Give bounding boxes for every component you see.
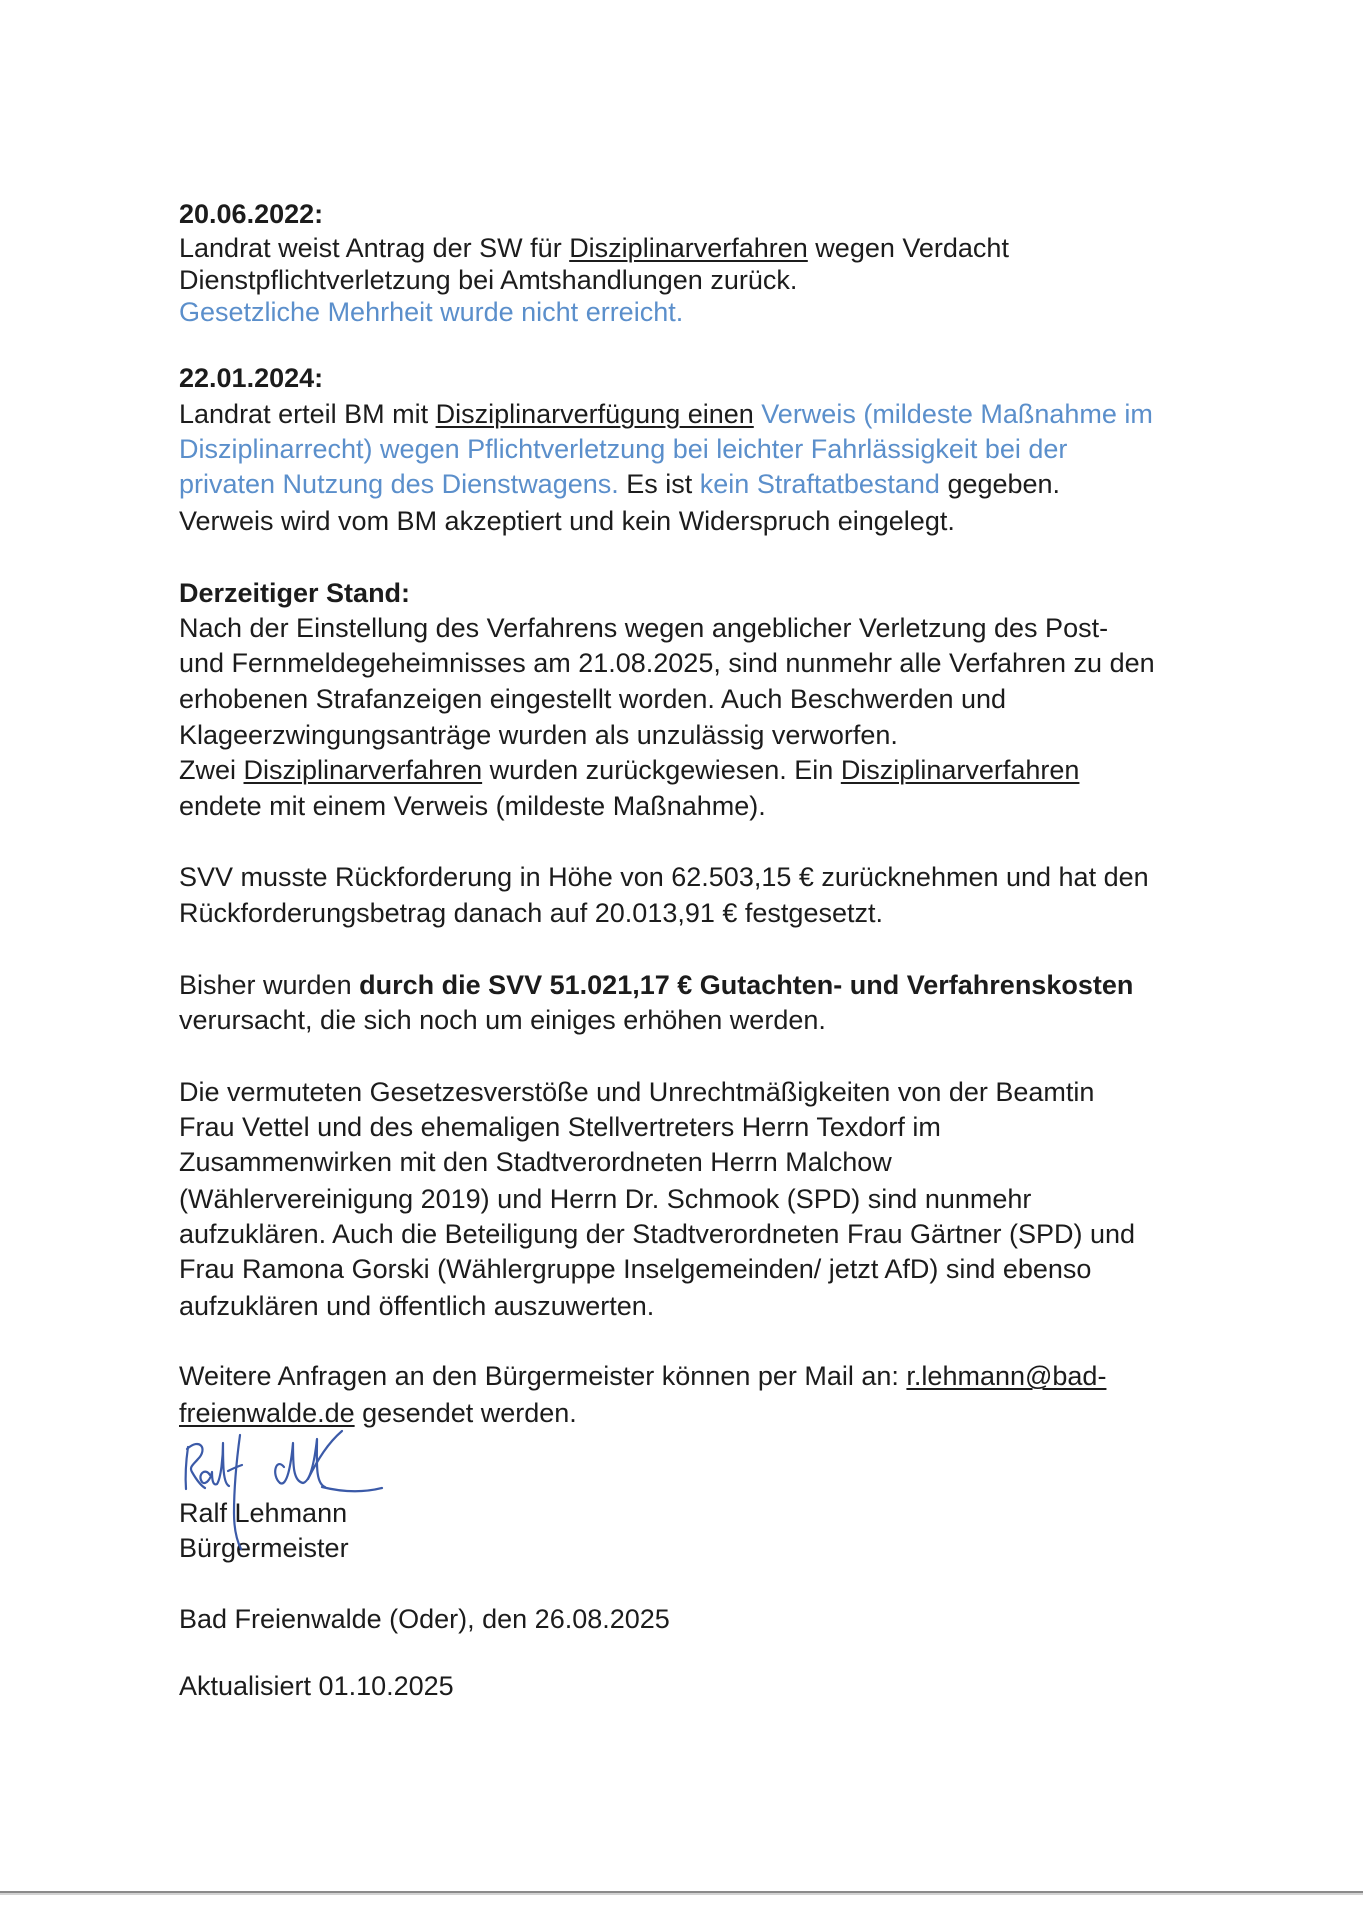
- highlighted-text: kein Straftatbestand: [699, 469, 940, 499]
- status-line-2: und Fernmeldegeheimnisses am 21.08.2025, sind nunmehr alle Verfahren zu den: [179, 648, 1155, 678]
- investigation-line-4: (Wählervereinigung 2019) und Herrn Dr. Schmook (SPD) sind nunmehr: [179, 1184, 1032, 1214]
- place-and-date: Bad Freienwalde (Oder), den 26.08.2025: [179, 1604, 670, 1634]
- status-heading: Derzeitiger Stand:: [179, 578, 411, 608]
- text-segment: Landrat erteil BM mit: [179, 399, 436, 429]
- bold-text: durch die SVV 51.021,17 € Gutachten- und Verfahrenskosten: [359, 970, 1134, 1000]
- entry-2024-line-1: [179, 398, 1153, 430]
- entry-2022-note: Gesetzliche Mehrheit wurde nicht erreicht.: [179, 297, 684, 327]
- text-segment: wegen Verdacht: [807, 233, 1009, 263]
- entry-2024-line-2: Disziplinarrecht) wegen Pflichtverletzung bei leichter Fahrlässigkeit bei der: [179, 434, 1068, 464]
- entry-2022-date: 20.06.2022:: [179, 199, 324, 229]
- text-segment: Landrat weist Antrag der SW für: [179, 233, 570, 263]
- investigation-line-3: Zusammenwirken mit den Stadtverordneten Herrn Malchow: [179, 1147, 892, 1177]
- signatory-title: Bürgermeister: [179, 1533, 349, 1563]
- text-segment: Bisher wurden: [179, 970, 360, 1000]
- text-segment: gegeben.: [939, 469, 1061, 499]
- underlined-term: Disziplinarverfahren: [243, 755, 483, 785]
- entry-2024-date: 22.01.2024:: [179, 363, 324, 393]
- repayment-line-1: SVV musste Rückforderung in Höhe von 62.503,15 € zurücknehmen und hat den: [179, 862, 1149, 892]
- highlighted-text: Verweis (mildeste Maßnahme im: [753, 399, 1153, 429]
- entry-2022-line-1: [179, 232, 1009, 264]
- signatory-name: Ralf Lehmann: [179, 1498, 348, 1528]
- costs-line-2: verursacht, die sich noch um einiges erhöhen werden.: [179, 1005, 826, 1035]
- entry-2024-line-4: Verweis wird vom BM akzeptiert und kein Widerspruch eingelegt.: [179, 506, 955, 536]
- text-segment: gesendet werden.: [354, 1398, 577, 1428]
- investigation-line-6: Frau Ramona Gorski (Wählergruppe Inselgemeinden/ jetzt AfD) sind ebenso: [179, 1254, 1092, 1284]
- entry-2022-line-2: Dienstpflichtverletzung bei Amtshandlungen zurück.: [179, 265, 798, 295]
- investigation-line-2: Frau Vettel und des ehemaligen Stellvertreters Herrn Texdorf im: [179, 1112, 941, 1142]
- underlined-term: Disziplinarverfügung einen: [435, 399, 754, 429]
- text-segment: Es ist: [618, 469, 700, 499]
- underlined-term: Disziplinarverfahren: [840, 755, 1080, 785]
- text-segment: Zwei: [179, 755, 244, 785]
- costs-line-1: [179, 969, 1133, 1001]
- status-line-6: endete mit einem Verweis (mildeste Maßnahme).: [179, 791, 766, 821]
- text-segment: Weitere Anfragen an den Bürgermeister können per Mail an:: [179, 1361, 907, 1391]
- status-line-3: erhobenen Strafanzeigen eingestellt worden. Auch Beschwerden und: [179, 684, 1007, 714]
- status-line-5: [179, 754, 1079, 786]
- handwritten-signature-icon: [170, 1425, 390, 1557]
- investigation-line-1: Die vermuteten Gesetzesverstöße und Unrechtmäßigkeiten von der Beamtin: [179, 1077, 1095, 1107]
- contact-line-1: [179, 1360, 1106, 1392]
- investigation-line-7: aufzuklären und öffentlich auszuwerten.: [179, 1291, 655, 1321]
- entry-2024-line-3: [179, 468, 1060, 500]
- status-line-1: Nach der Einstellung des Verfahrens wegen angeblicher Verletzung des Post-: [179, 613, 1109, 643]
- email-address: r.lehmann@bad-: [906, 1361, 1107, 1391]
- underlined-term: Disziplinarverfahren: [569, 233, 808, 263]
- repayment-line-2: Rückforderungsbetrag danach auf 20.013,91 € festgesetzt.: [179, 898, 883, 928]
- email-address: freienwalde.de: [179, 1398, 355, 1428]
- investigation-line-5: aufzuklären. Auch die Beteiligung der Stadtverordneten Frau Gärtner (SPD) und: [179, 1219, 1136, 1249]
- status-line-4: Klageerzwingungsanträge wurden als unzulässig verworfen.: [179, 720, 898, 750]
- updated-date: Aktualisiert 01.10.2025: [179, 1671, 454, 1701]
- page-bottom-shadow: [0, 1893, 1363, 1895]
- highlighted-text: privaten Nutzung des Dienstwagens.: [179, 469, 619, 499]
- text-segment: wurden zurückgewiesen. Ein: [482, 755, 841, 785]
